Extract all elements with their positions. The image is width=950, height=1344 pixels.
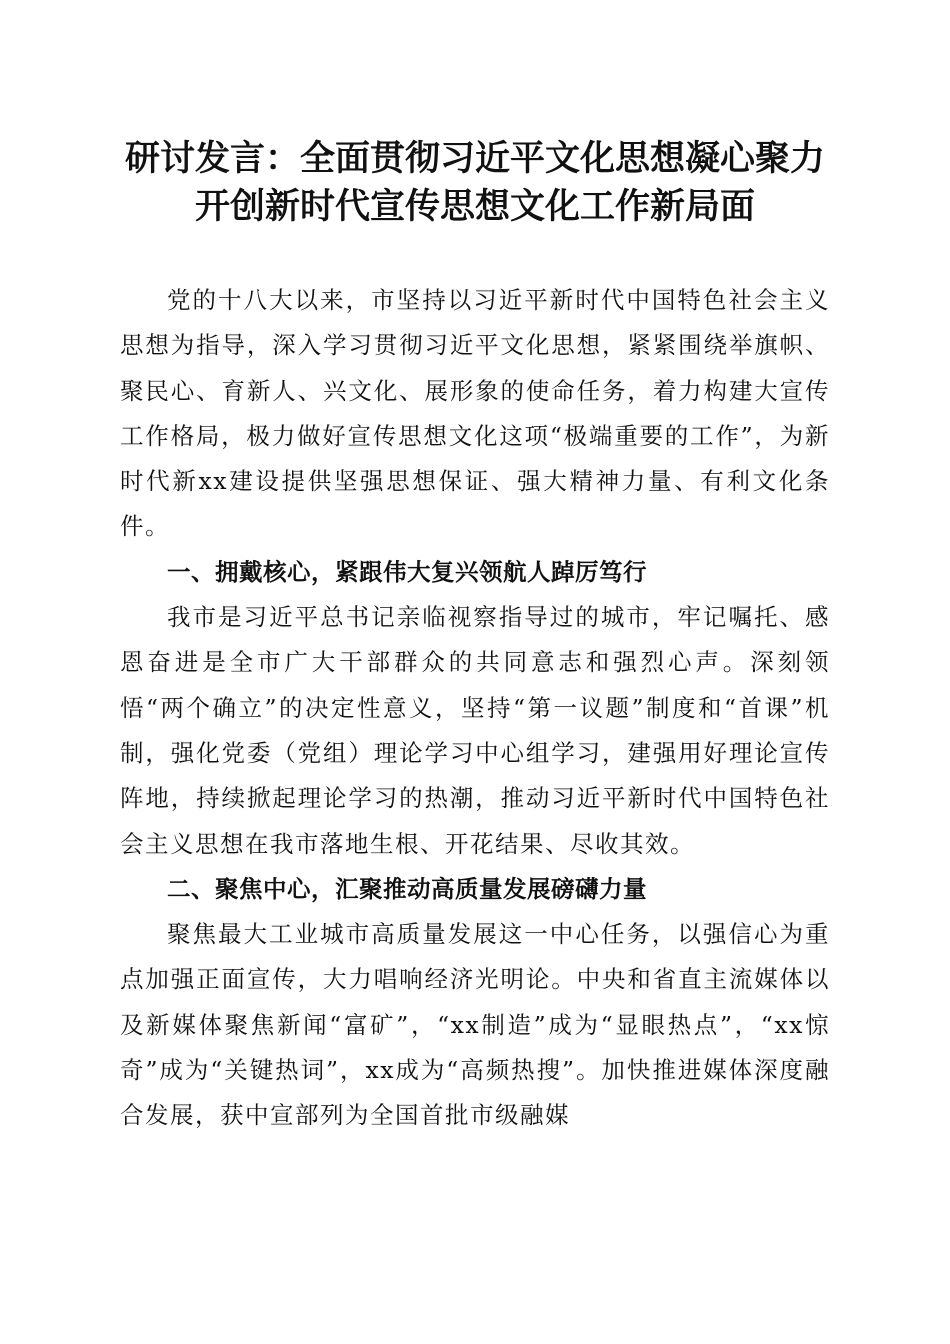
section-2-heading: 二、聚焦中心，汇聚推动高质量发展磅礴力量 [167, 874, 647, 903]
title-line-1: 研讨发言：全面贯彻习近平文化思想凝心聚力 [124, 138, 825, 179]
section-1-paragraph: 我市是习近平总书记亲临视察指导过的城市，牢记嘱托、感恩奋进是全市广大干部群众的共同意志和强烈心声。深刻领悟“两个确立”的决定性意义，坚持“第一议题”制度和“首课”机制，强化党委（党组）理论学习中心组学习，建强用好理论宣传阵地，持续掀起理论学习的热潮，推动习近平新时代中国特色社会主义思想在我市落地生根、开花结果、尽收其效。 [120, 603, 830, 858]
intro-paragraph: 党的十八大以来，市坚持以习近平新时代中国特色社会主义思想为指导，深入学习贯彻习近平文化思想，紧紧围绕举旗帜、聚民心、育新人、兴文化、展形象的使命任务，着力构建大宣传工作格局，极力做好宣传思想文化这项“极端重要的工作”，为新时代新xx建设提供坚强思想保证、强大精神力量、有利文化条件。 [120, 286, 830, 541]
title-line-2: 开创新时代宣传思想文化工作新局面 [194, 186, 755, 227]
document-body [120, 278, 830, 1139]
section-2-paragraph: 聚焦最大工业城市高质量发展这一中心任务，以强信心为重点加强正面宣传，大力唱响经济光明论。中央和省直主流媒体以及新媒体聚焦新闻“富矿”，“xx制造”成为“显眼热点”，“xx惊奇”成为“关键热词”，xx成为“高频热搜”。加快推进媒体深度融合发展，获中宣部列为全国首批市级融媒 [120, 920, 830, 1130]
section-1-heading: 一、拥戴核心，紧跟伟大复兴领航人踔厉笃行 [167, 557, 647, 586]
document-title [120, 135, 830, 231]
